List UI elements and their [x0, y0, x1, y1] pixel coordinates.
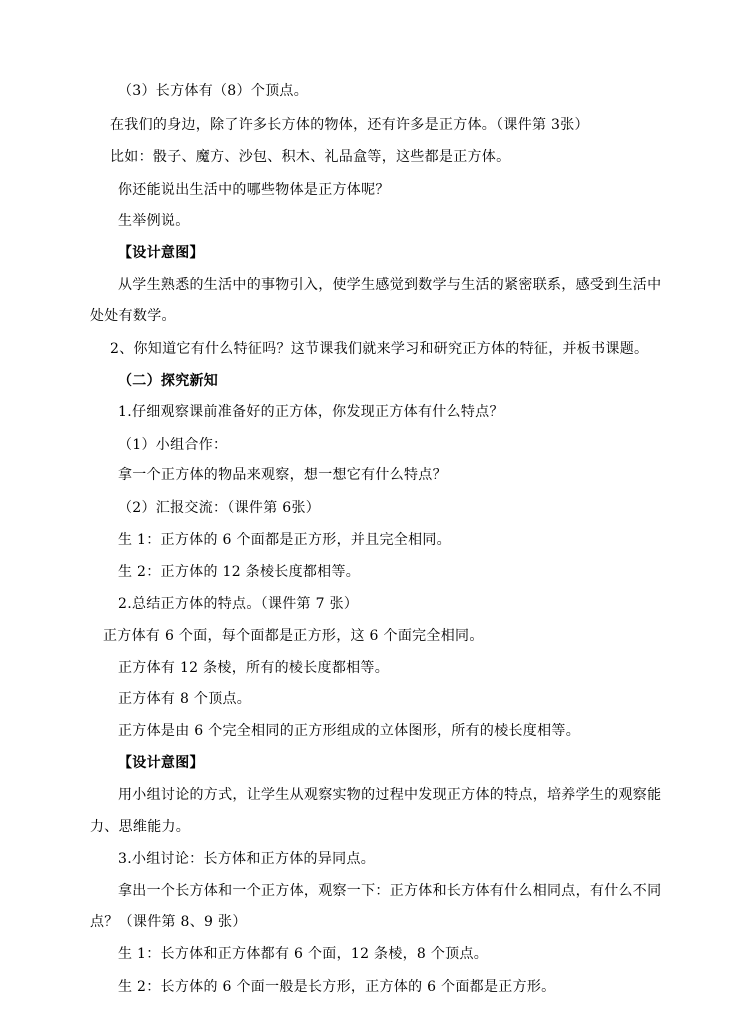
text-line: 2、你知道它有什么特征吗？这节课我们就来学习和研究正方体的特征，并板书课题。: [110, 341, 649, 357]
text-line: 正方体有 12 条棱，所有的棱长度都相等。: [118, 660, 390, 676]
text-line: 生 2：正方体的 12 条棱长度都相等。: [118, 564, 361, 580]
text-line: 生举例说。: [118, 213, 190, 229]
text-line: 用小组讨论的方式，让学生从观察实物的过程中发现正方体的特点，培养学生的观察能: [118, 787, 662, 803]
text-line: 正方体有 6 个面，每个面都是正方形，这 6 个面完全相同。: [103, 628, 484, 644]
text-line: （2）汇报交流：（课件第 6张）: [118, 500, 321, 516]
section-heading: 【设计意图】: [118, 245, 204, 261]
text-line: 3.小组讨论：长方体和正方体的异同点。: [118, 851, 376, 867]
text-line: 正方体是由 6 个完全相同的正方形组成的立体图形，所有的棱长度相等。: [118, 723, 581, 739]
text-line: 拿一个正方体的物品来观察，想一想它有什么特点？: [118, 467, 447, 483]
text-line: 正方体有 8 个顶点。: [118, 691, 252, 707]
text-line: 比如：骰子、魔方、沙包、积木、礼品盒等，这些都是正方体。: [110, 149, 511, 165]
text-line: 你还能说出生活中的哪些物体是正方体呢？: [118, 182, 390, 198]
text-line: 力、思维能力。: [90, 819, 191, 835]
section-heading: （二）探究新知: [118, 373, 219, 389]
text-line: 1.仔细观察课前准备好的正方体，你发现正方体有什么特点？: [118, 404, 504, 420]
text-line: 在我们的身边，除了许多长方体的物体，还有许多是正方体。（课件第 3张）: [110, 117, 589, 133]
section-heading: 【设计意图】: [118, 755, 204, 771]
text-line: （3）长方体有（8）个顶点。: [118, 83, 309, 99]
text-line: 处处有数学。: [90, 308, 176, 324]
text-line: 生 2：长方体的 6 个面一般是长方形，正方体的 6 个面都是正方形。: [118, 979, 556, 995]
text-line: 从学生熟悉的生活中的事物引入，使学生感觉到数学与生活的紧密联系，感受到生活中: [118, 277, 662, 293]
text-line: 生 1：长方体和正方体都有 6 个面，12 条棱，8 个顶点。: [118, 946, 489, 962]
text-line: 拿出一个长方体和一个正方体，观察一下：正方体和长方体有什么相同点，有什么不同: [118, 883, 662, 899]
text-line: （1）小组合作：: [118, 437, 228, 453]
text-line: 生 1：正方体的 6 个面都是正方形，并且完全相同。: [118, 532, 451, 548]
text-line: 点？（课件第 8、9 张）: [90, 914, 247, 930]
text-line: 2.总结正方体的特点。（课件第 7 张）: [118, 596, 359, 612]
